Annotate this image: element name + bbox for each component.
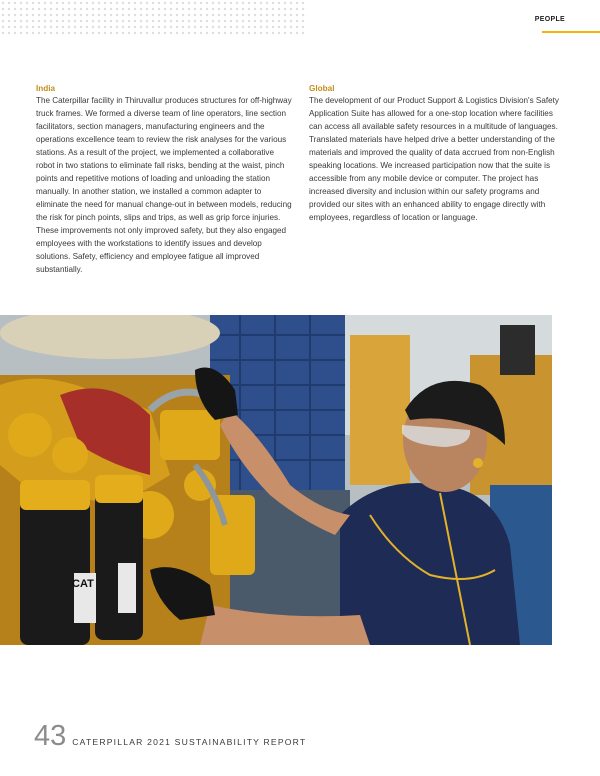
dot-pattern-decoration — [0, 0, 308, 34]
worker-engine-photo — [0, 315, 552, 645]
global-column — [309, 84, 567, 224]
page-number: 43 — [34, 720, 67, 752]
india-heading: India — [36, 84, 56, 93]
page-footer — [34, 720, 306, 754]
section-label: PEOPLE — [534, 16, 565, 23]
india-column — [36, 84, 294, 276]
filter-cat-logo: CAT — [72, 578, 94, 590]
global-body: The development of our Product Support & Logistics Division's Safety Application Suite has allowed for a one-stop location where facilities can access all available safety resources in a multitude of languages. Translated materials have helped drive a better understanding of the materials and improved the quality of data accrued from non-English speaking locations. We increased participation now that the suite is accessible from any mobile device or computer. The project has increased diversity and inclusion within our safety programs and provided our sites with an enhanced ability to engage directly with employees, regardless of location or language. — [309, 96, 559, 222]
india-body: The Caterpillar facility in Thiruvallur produces structures for off-highway truck frames. We formed a diverse team of line operators, line section facilitators, section managers, manufacturing engineers and the operations excellence team to review the risk analyses for the various stations. As a result of the project, we implemented a collaborative robot in two stations to eliminate fall risks, bending at the waist, pinch points and repetitive motions of loading and unloading the station manually. In another station, we installed a common adapter to eliminate the need for manual change-out in between models, reducing the risk for pinch points, slips and trips, as well as grip force injuries. These improvements not only improved safety, but they also engaged employees with the workstations to identify issues and develop solutions. Safety, efficiency and employee fatigue all improved substantially. — [36, 96, 292, 274]
section-accent-rule — [542, 31, 600, 33]
global-heading: Global — [309, 84, 335, 93]
report-title: CATERPILLAR 2021 SUSTAINABILITY REPORT — [72, 737, 307, 747]
